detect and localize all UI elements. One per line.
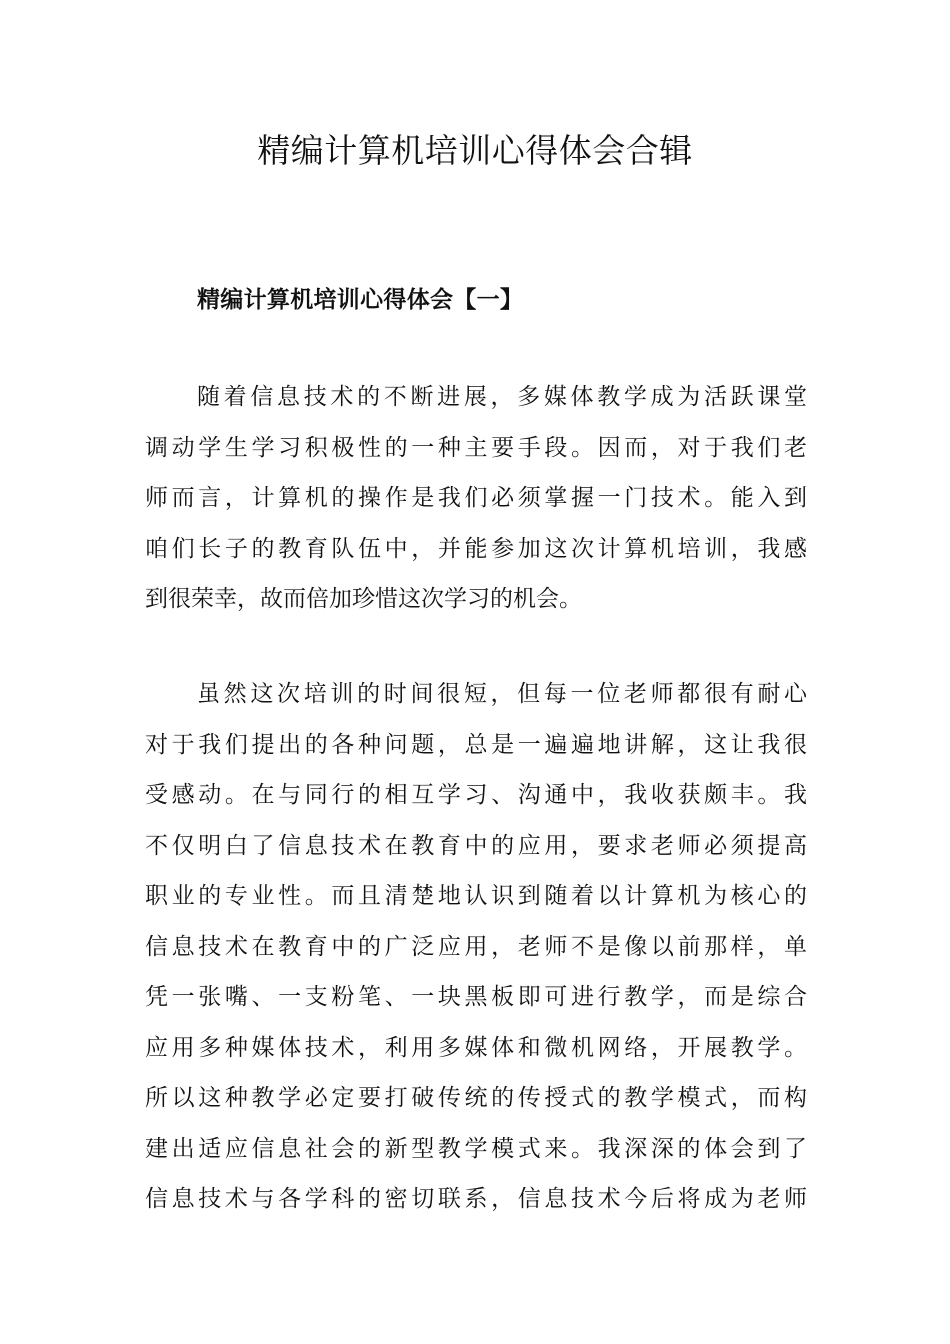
paragraph-line: 不仅明白了信息技术在教育中的应用，要求老师必须提高: [145, 832, 807, 859]
paragraph-line: 虽然这次培训的时间很短，但每一位老师都很有耐心: [197, 681, 807, 707]
paragraph-line: 咱们长子的教育队伍中，并能参加这次计算机培训，我感: [145, 535, 807, 562]
paragraph-line: 应用多种媒体技术，利用多媒体和微机网络，开展教学。: [145, 1034, 807, 1061]
paragraph-line: 所以这种教学必定要打破传统的传授式的教学模式，而构: [145, 1085, 807, 1111]
paragraph-line: 到很荣幸，故而倍加珍惜这次学习的机会。: [145, 586, 582, 612]
paragraph-line: 对于我们提出的各种问题，总是一遍遍地讲解，这让我很: [145, 731, 807, 758]
paragraph-line: 师而言，计算机的操作是我们必须掌握一门技术。能入到: [145, 485, 807, 511]
paragraph-line: 建出适应信息社会的新型教学模式来。我深深的体会到了: [145, 1135, 807, 1162]
paragraph-line: 受感动。在与同行的相互学习、沟通中，我收获颇丰。我: [145, 782, 807, 808]
paragraph-line: 随着信息技术的不断进展，多媒体教学成为活跃课堂: [197, 384, 807, 410]
paragraph-line: 凭一张嘴、一支粉笔、一块黑板即可进行教学，而是综合: [145, 984, 807, 1010]
paragraph-line: 调动学生学习积极性的一种主要手段。因而，对于我们老: [145, 434, 807, 461]
paragraph-line: 信息技术在教育中的广泛应用，老师不是像以前那样，单: [145, 933, 807, 960]
paragraph-line: 信息技术与各学科的密切联系，信息技术今后将成为老师: [145, 1186, 807, 1212]
paragraph-line: 职业的专业性。而且清楚地认识到随着以计算机为核心的: [145, 883, 807, 909]
section-heading: 精编计算机培训心得体会【一】: [197, 286, 524, 313]
document-title: 精编计算机培训心得体会合辑: [257, 131, 693, 170]
paragraph-1: [145, 372, 807, 625]
paragraph-2: [145, 669, 807, 1225]
